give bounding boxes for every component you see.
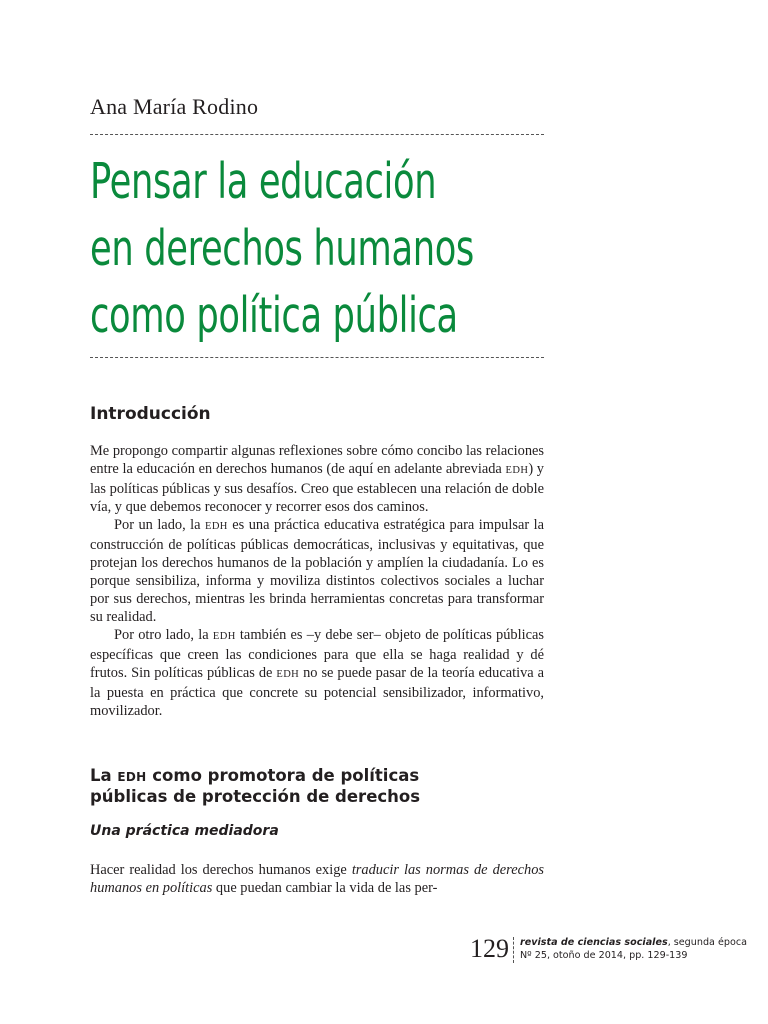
intro-paragraph-3	[90, 626, 544, 720]
footer-issue-line: Nº 25, otoño de 2014, pp. 129-139	[520, 950, 688, 961]
intro-paragraph-2	[90, 516, 544, 626]
text-run: que puedan cambiar la vida de las per-	[212, 880, 438, 896]
top-dashed-rule	[90, 134, 544, 135]
section-heading-line-2: públicas de protección de derechos	[90, 787, 421, 806]
text-run: como promotora de políticas	[146, 766, 420, 785]
journal-series: , segunda época	[667, 937, 747, 948]
text-run: es una práctica educativa estratégica para impulsar la construcción de políticas públicas democráticas, inclusivas y equitativas, que protejan los derechos humanos de la población y amplíen la ciudadanía. Lo es porque sensibiliza, informa y moviliza distintos colectivos sociales a luchar por sus derechos, mientras les brinda herramientas concretas para transformar su realidad.	[90, 517, 544, 625]
text-run: también es –y debe ser– objeto de políticas públicas específicas que creen las condiciones para que ella se haga realidad y dé frutos. Sin políticas públicas de	[90, 627, 544, 681]
text-run: Por otro lado, la	[114, 627, 213, 643]
text-run: no se puede pasar de la teoría educativa a la puesta en práctica que concrete su potencial sensibilizador, informativo, movilizador.	[90, 665, 545, 719]
section-body	[90, 861, 544, 897]
emphasis: traducir las normas de derechos humanos en políticas	[90, 862, 544, 896]
text-run: La	[90, 766, 118, 785]
subsection-heading: Una práctica mediadora	[90, 823, 279, 839]
footer-divider	[513, 937, 514, 963]
page-footer	[470, 934, 747, 964]
journal-name: revista de ciencias sociales	[520, 937, 668, 948]
title-line-1: Pensar la educación	[90, 153, 437, 210]
intro-body	[90, 442, 544, 720]
page-number: 129	[470, 934, 509, 963]
footer-citation	[520, 936, 747, 962]
abbreviation: EDH	[117, 770, 147, 784]
abbreviation: EDH	[505, 465, 529, 476]
section-heading	[90, 766, 544, 806]
article-title	[90, 148, 474, 349]
bottom-dashed-rule	[90, 357, 544, 358]
abbreviation: EDH	[205, 521, 228, 532]
author-name: Ana María Rodino	[90, 94, 259, 119]
abbreviation: EDH	[212, 631, 236, 642]
intro-paragraph-1	[90, 442, 544, 516]
intro-heading: Introducción	[90, 404, 211, 424]
section-paragraph-1	[90, 861, 544, 897]
text-run: ) y las políticas públicas y sus desafíos. Creo que establecen una relación de doble vía, y que debemos reconocer y recorrer esos dos caminos.	[90, 461, 545, 515]
text-run: Me propongo compartir algunas reflexiones sobre cómo concibo las relaciones entre la educación en derechos humanos (de aquí en adelante abreviada	[90, 443, 544, 477]
title-line-3: como política pública	[90, 287, 458, 344]
text-run: Hacer realidad los derechos humanos exige	[90, 862, 352, 878]
abbreviation: EDH	[276, 669, 300, 680]
section-heading-line-1	[90, 766, 544, 787]
text-run: Por un lado, la	[114, 517, 206, 533]
footer-journal-line	[520, 936, 747, 949]
title-line-2: en derechos humanos	[90, 220, 474, 277]
